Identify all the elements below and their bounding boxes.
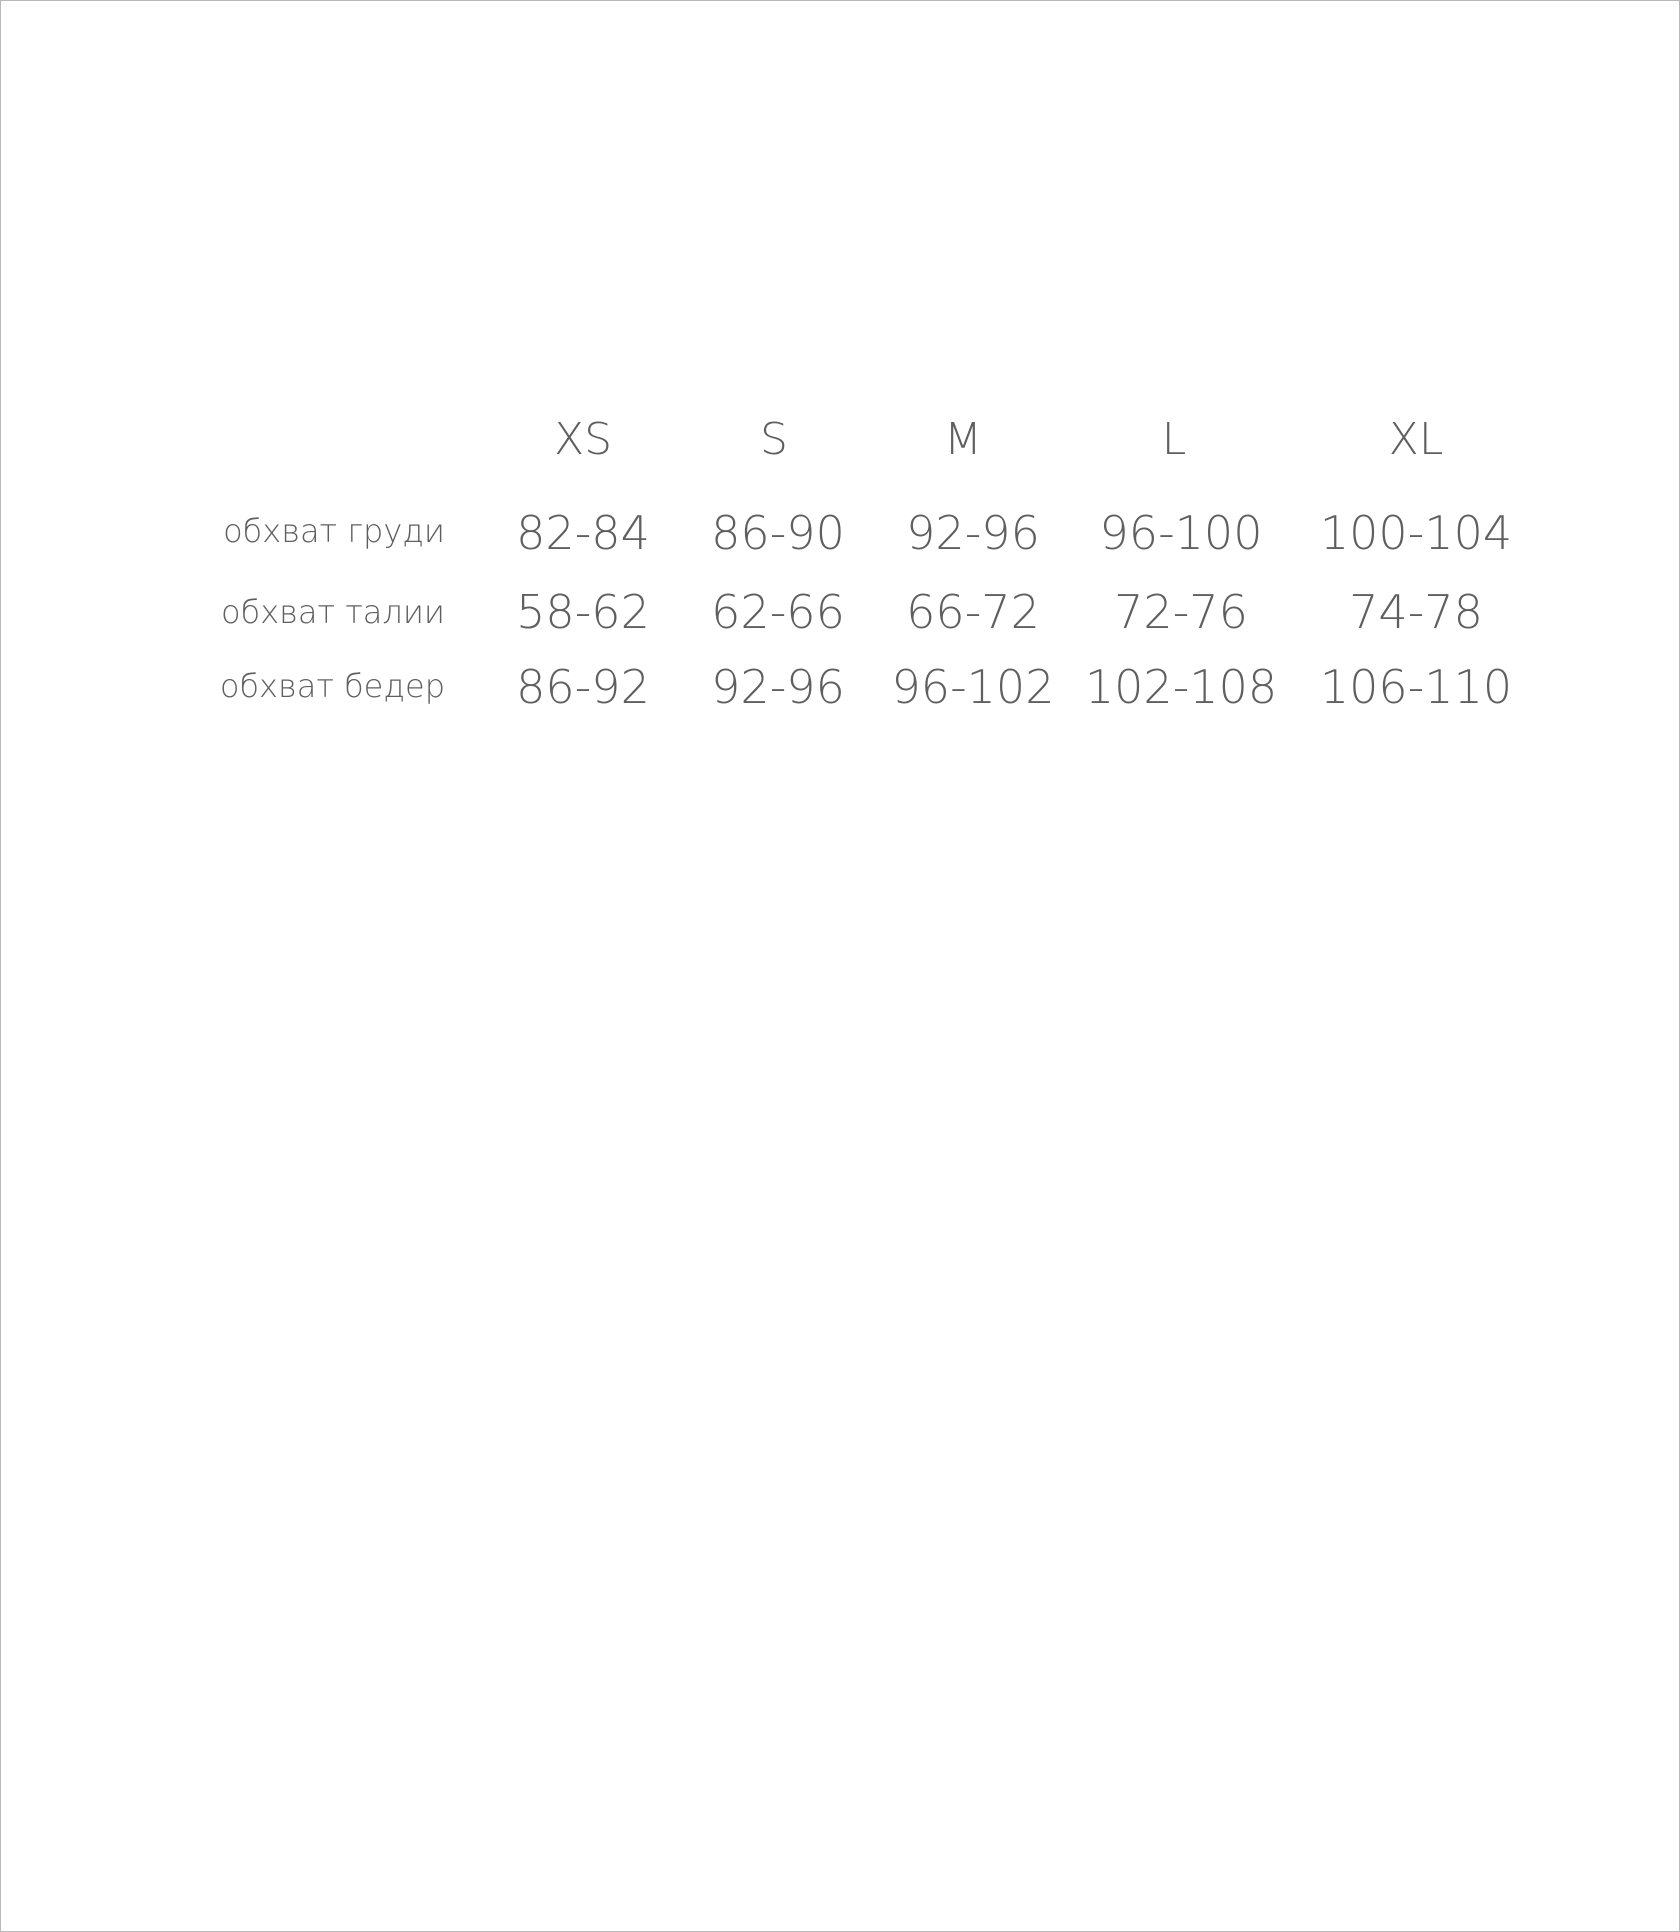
size-header-m: M	[944, 414, 982, 465]
row-label-waist: обхват талии	[221, 593, 445, 631]
value-waist-m: 66-72	[906, 585, 1040, 639]
value-waist-l: 72-76	[1114, 585, 1248, 639]
value-waist-s: 62-66	[711, 585, 845, 639]
size-header-xs: XS	[553, 414, 613, 465]
row-label-hips: обхват бедер	[219, 667, 445, 705]
value-chest-m: 92-96	[906, 506, 1040, 560]
value-waist-xl: 74-78	[1349, 585, 1483, 639]
size-header-l: L	[1161, 414, 1187, 465]
size-header-xl: XL	[1388, 414, 1444, 465]
value-chest-s: 86-90	[711, 506, 845, 560]
size-header-s: S	[760, 414, 788, 465]
value-hips-m: 96-102	[891, 660, 1055, 714]
value-waist-xs: 58-62	[516, 585, 650, 639]
value-hips-xs: 86-92	[516, 660, 650, 714]
value-chest-xs: 82-84	[516, 506, 650, 560]
value-chest-xl: 100-104	[1319, 506, 1513, 560]
value-hips-l: 102-108	[1084, 660, 1278, 714]
value-chest-l: 96-100	[1099, 506, 1263, 560]
value-hips-s: 92-96	[711, 660, 845, 714]
value-hips-xl: 106-110	[1319, 660, 1513, 714]
row-label-chest: обхват груди	[223, 512, 445, 550]
